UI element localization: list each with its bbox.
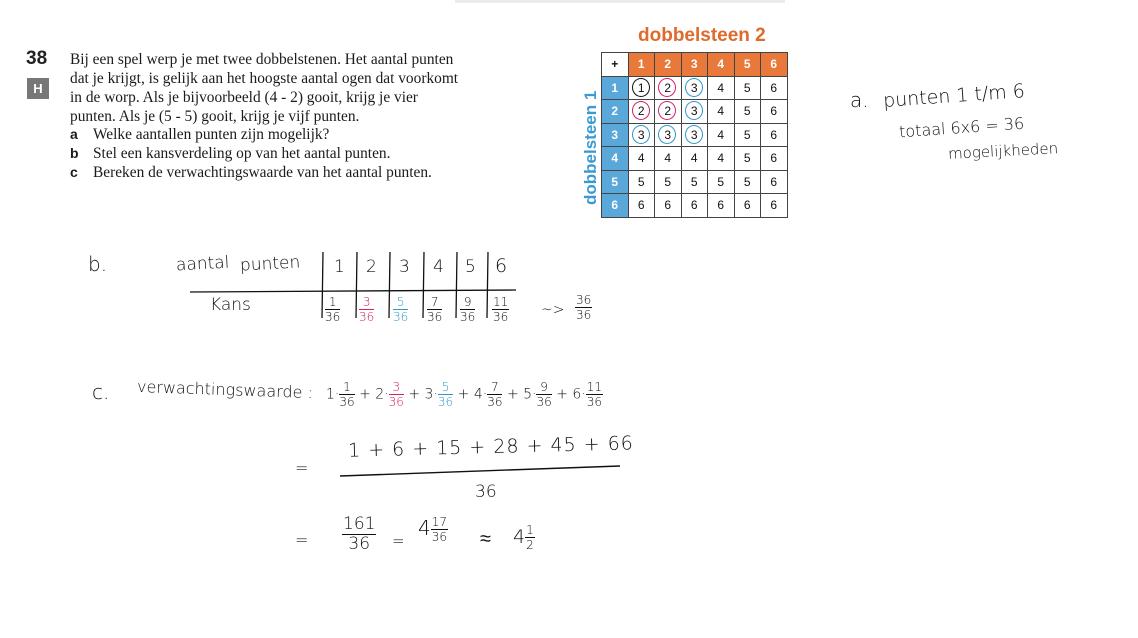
note-b-kans-fraction	[359, 296, 374, 323]
dice-row-header: 4	[602, 147, 629, 171]
kans-num: 7	[427, 296, 442, 310]
note-c-expression	[326, 381, 603, 408]
intro-line: dat je krijgt, is gelijk aan het hoogste aantal ogen dat voorkomt	[70, 70, 459, 87]
note-c-approx: ≈	[480, 526, 491, 550]
note-c-result-fraction	[342, 516, 376, 553]
dice-cell-circled: 3	[655, 123, 682, 147]
dice-row-header: 1	[602, 76, 629, 100]
kans-den: 36	[325, 310, 341, 324]
question-text: Bereken de verwachtingswaarde van het aantal punten.	[93, 164, 432, 181]
question-letter: c	[70, 164, 78, 180]
dice-cell: 5	[734, 170, 761, 194]
note-b-hline	[190, 290, 516, 292]
dice-cell: 6	[761, 76, 788, 100]
dice-cell: 6	[761, 147, 788, 171]
note-b-kans-fraction	[393, 296, 408, 323]
note-b-arrow: ~>	[541, 302, 565, 318]
dice-cell-circled: 3	[681, 76, 708, 100]
term-factor: + 2·	[359, 386, 389, 403]
question-letter: a	[70, 126, 78, 142]
note-b-vline	[322, 252, 323, 318]
dice-row-header: 6	[602, 194, 629, 218]
total-den: 36	[576, 308, 592, 322]
dice-cell: 4	[708, 100, 735, 124]
note-b-vline	[356, 252, 357, 318]
term-den: 36	[487, 395, 503, 409]
term-den: 36	[388, 395, 404, 409]
dice-cell: 5	[708, 170, 735, 194]
dice-cell: 5	[628, 170, 655, 194]
dice-cell-circled: 2	[628, 100, 655, 124]
note-b-vline	[487, 252, 488, 318]
note-c-mixed-number	[418, 516, 448, 543]
note-b-kans-fraction	[325, 296, 340, 323]
dice-col-header: 6	[761, 53, 788, 77]
question-letter: b	[70, 145, 79, 161]
kans-num: 9	[460, 296, 475, 310]
mixed-whole: 4	[418, 516, 431, 540]
note-b-value: 5	[465, 257, 476, 277]
note-b-vline	[423, 252, 424, 318]
question-text: Stel een kansverdeling op van het aantal punten.	[93, 145, 391, 162]
term-factor: + 4·	[457, 386, 488, 403]
note-c-equals-1: =	[295, 458, 309, 477]
term-den: 36	[586, 395, 603, 409]
total-num: 36	[576, 293, 592, 307]
note-b-row2-label: Kans	[210, 295, 251, 315]
note-b-row1-label-1: aantal	[175, 252, 230, 276]
dice-cell-circled: 3	[681, 123, 708, 147]
result-num: 161	[343, 514, 376, 534]
question-text: Welke aantallen punten zijn mogelijk?	[93, 126, 330, 143]
note-a-line2: totaal 6x6 = 36	[898, 113, 1025, 142]
dice-cell-circled: 2	[655, 100, 682, 124]
term-factor: + 3·	[408, 386, 438, 403]
note-b-value: 3	[399, 257, 410, 277]
note-b-vline	[456, 252, 457, 318]
dice-col-header: 3	[681, 53, 708, 77]
dice-cell: 4	[708, 76, 735, 100]
approx-num: 1	[526, 523, 534, 537]
dice-cell: 5	[681, 170, 708, 194]
dice-2-title: dobbelsteen 2	[638, 25, 766, 46]
approx-den: 2	[526, 538, 534, 552]
dice-row-header: 2	[602, 100, 629, 124]
kans-num: 11	[493, 295, 509, 309]
note-c-approx-value	[513, 524, 535, 551]
dice-row-header: 3	[602, 123, 629, 147]
term-num: 3	[389, 381, 404, 395]
term-num: 9	[536, 381, 551, 395]
dice-cell: 5	[734, 123, 761, 147]
note-c-label: c.	[92, 380, 110, 404]
note-a-line3: mogelijkheden	[947, 139, 1059, 163]
kans-den: 36	[460, 310, 476, 324]
note-b-kans-fraction	[492, 296, 509, 323]
dice-cell: 5	[734, 76, 761, 100]
term-factor: + 6·	[556, 386, 586, 403]
note-b-value: 1	[334, 257, 345, 277]
dice-col-header: 2	[655, 53, 682, 77]
dice-corner: +	[602, 53, 629, 77]
note-c-word: verwachtingswaarde :	[136, 376, 314, 403]
result-den: 36	[348, 534, 371, 554]
dice-cell: 5	[655, 170, 682, 194]
kans-den: 36	[359, 310, 375, 324]
approx-whole: 4	[513, 526, 526, 548]
note-b-value: 4	[433, 257, 444, 277]
kans-den: 36	[493, 310, 509, 324]
dice-cell: 4	[708, 123, 735, 147]
exercise-level-badge: H	[27, 78, 49, 99]
note-c-sum-numerator: 1 + 6 + 15 + 28 + 45 + 66	[347, 432, 635, 462]
dice-row-header: 5	[602, 170, 629, 194]
dice-cell: 4	[681, 147, 708, 171]
dice-cell-circled: 2	[655, 76, 682, 100]
note-b-vline	[389, 252, 390, 318]
dice-1-title: dobbelsteen 1	[581, 90, 600, 205]
note-b-row1-label-2: punten	[239, 252, 301, 276]
kans-num: 1	[325, 296, 340, 310]
dice-col-header: 4	[708, 53, 735, 77]
intro-line: punten. Als je (5 - 5) gooit, krijg je vijf punten.	[70, 108, 360, 125]
kans-den: 36	[427, 310, 443, 324]
note-b-kans-fraction	[427, 296, 442, 323]
dice-col-header: 5	[734, 53, 761, 77]
note-b-total-fraction	[575, 294, 592, 321]
mixed-num: 17	[431, 515, 448, 529]
note-c-equals-2: =	[295, 530, 309, 549]
dice-cell: 6	[655, 194, 682, 218]
dice-cell: 4	[655, 147, 682, 171]
dice-cell: 6	[708, 194, 735, 218]
dice-cell: 6	[761, 100, 788, 124]
note-a-line1: punten 1 t/m 6	[882, 80, 1026, 112]
dice-cell: 6	[681, 194, 708, 218]
term-num: 1	[339, 381, 354, 395]
dice-cell-circled: 1	[628, 76, 655, 100]
dice-cell-circled: 3	[628, 123, 655, 147]
kans-num: 5	[393, 296, 408, 310]
term-factor: 1·	[326, 386, 340, 403]
intro-line: Bij een spel werp je met twee dobbelstenen. Het aantal punten	[70, 51, 454, 68]
term-num: 11	[586, 380, 603, 394]
term-den: 36	[339, 395, 355, 409]
term-factor: + 5·	[506, 386, 537, 403]
term-den: 36	[437, 395, 454, 409]
dice-col-header: 1	[628, 53, 655, 77]
dice-cell: 4	[708, 147, 735, 171]
kans-den: 36	[393, 310, 409, 324]
note-b-kans-fraction	[460, 296, 475, 323]
mixed-den: 36	[431, 530, 448, 544]
note-b-value: 2	[366, 257, 377, 277]
note-c-sum-denominator: 36	[475, 482, 497, 502]
term-den: 36	[536, 395, 552, 409]
dice-cell: 5	[734, 147, 761, 171]
dice-cell-circled: 3	[681, 100, 708, 124]
note-a-label: a.	[850, 88, 869, 112]
note-b-value: 6	[495, 255, 508, 277]
note-c-equals-3: =	[392, 532, 405, 550]
dice-cell: 5	[734, 100, 761, 124]
intro-line: in de worp. Als je bijvoorbeeld (4 - 2) gooit, krijg je vier	[70, 89, 418, 106]
dice-cell: 6	[761, 194, 788, 218]
kans-num: 3	[359, 296, 374, 310]
dice-cell: 6	[628, 194, 655, 218]
term-num: 5	[438, 381, 453, 395]
term-num: 7	[487, 381, 502, 395]
note-b-label: b.	[88, 252, 108, 276]
dice-cell: 6	[734, 194, 761, 218]
note-c-fraction-bar	[340, 466, 620, 476]
dice-cell: 4	[628, 147, 655, 171]
dice-cell: 6	[761, 123, 788, 147]
exercise-number: 38	[26, 48, 48, 69]
dice-cell: 6	[761, 170, 788, 194]
